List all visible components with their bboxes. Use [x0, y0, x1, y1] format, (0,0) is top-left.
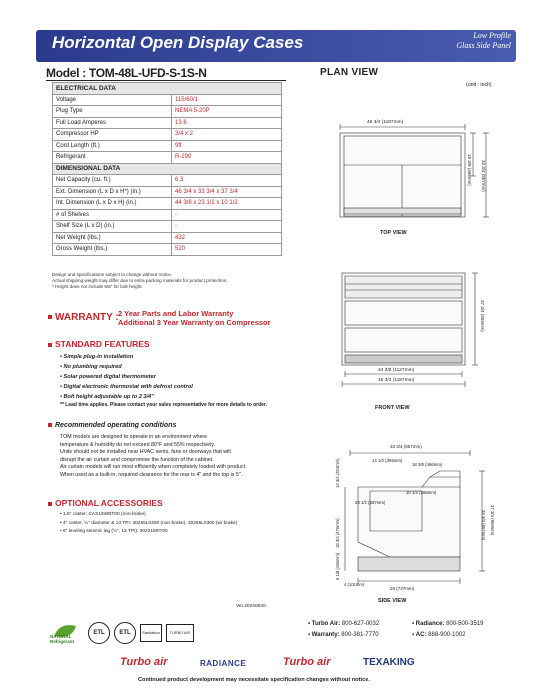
etl-sanitation-logo: ETL	[114, 622, 136, 644]
features-heading: STANDARD FEATURES	[48, 339, 150, 349]
row-label: Int. Dimension (L x D x H) (in.)	[53, 198, 172, 210]
brand-logos	[120, 654, 450, 674]
table-row	[53, 117, 282, 129]
side-height-2-dim: 33 3/4 (857mm)	[481, 510, 486, 541]
page-title: Horizontal Open Display Cases	[52, 33, 304, 52]
front-outer-dim: 46 3/4 (1187mm)	[378, 378, 415, 383]
side-bottom-dim: 29 (737mm)	[390, 586, 415, 591]
list-item: • No plumbing required	[60, 363, 122, 370]
side-dim-f: 18 3/4 (476mm)	[335, 518, 340, 548]
table-row	[53, 209, 282, 221]
row-value: 3/4 x 2	[172, 129, 282, 141]
row-label: Gross Weight (lbs.)	[53, 244, 172, 256]
top-view-drawing	[330, 105, 500, 230]
recommended-body	[60, 434, 300, 480]
contact-warranty: ▪ Warranty: 800-381-7770	[308, 632, 379, 638]
recommended-heading: Recommended operating conditions	[48, 422, 176, 429]
list-item: • Simple plug-in installation	[60, 354, 134, 360]
table-row	[53, 152, 282, 164]
side-dim-h: 4 (101mm)	[344, 582, 365, 587]
table-row	[53, 221, 282, 233]
unit-label: (unit : inch)	[466, 82, 492, 88]
row-label: Refrigerant	[53, 152, 172, 164]
side-view-drawing	[330, 447, 505, 592]
text-line: TOM models are designed to operate in an environment where	[60, 434, 208, 440]
front-view-drawing	[330, 268, 500, 398]
energy-logo: TURBO AIR	[166, 624, 194, 642]
spec-section-header	[53, 163, 282, 175]
features-list	[60, 353, 193, 403]
subtitle-line-1: Low Profile	[473, 31, 511, 40]
table-row	[53, 186, 282, 198]
footer-note: Continued product development may necessitate specification changes without notice.	[138, 677, 370, 683]
list-item: • Digital electronic thermostat with defrost control	[60, 383, 193, 390]
contact-turbo-air: ▪ Turbo Air: 800-627-0032	[308, 621, 380, 627]
list-item: • 4" caster, ½" diameter & 13 TPI: 30265L0400 (non-brake), 30265L0300 (w/ brake)	[60, 520, 238, 526]
version-label: Ver.20240530	[236, 604, 266, 609]
contact-radiance: ▪ Radiance: 800-500-3519	[412, 621, 484, 627]
bullet-square-icon	[48, 502, 52, 506]
table-row	[53, 106, 282, 118]
table-row	[53, 175, 282, 187]
row-value: -	[172, 221, 282, 233]
side-top-dim: 33 3/4 (857mm)	[390, 444, 422, 449]
text-line: When used as a built-in, required clearance for the rear is 4" and the top is 5".	[60, 471, 243, 478]
text-line: temperature & humidity do not exceed 80°F and 55% respectively.	[60, 441, 216, 448]
note: Actual shipping weight may differ due to extra packing materials for product protection.	[52, 278, 228, 283]
row-label: Shelf Size (L x D) (in.)	[53, 221, 172, 233]
features-note: ** Lead time applies. Please contact your sales representative for more details to order.	[60, 402, 268, 408]
front-view-label: FRONT VIEW	[375, 405, 410, 411]
row-value: 115/60/1	[172, 94, 282, 106]
table-row	[53, 198, 282, 210]
front-height-dim: 37 3/4 (959mm)	[480, 300, 485, 332]
text-line: disrupt the air curtain and compromise the function of the cabinet.	[60, 456, 214, 463]
side-height-1-dim: 37 3/4 (959mm)	[490, 505, 495, 536]
table-row	[53, 244, 282, 256]
contact-ac: ▪ AC: 888-900-1002	[412, 632, 466, 638]
row-label: Ext. Dimension (L x D x H*) (in.)	[53, 186, 172, 198]
side-view-label: SIDE VIEW	[378, 598, 407, 604]
table-row	[53, 232, 282, 244]
warranty-line-2: Additional 3 Year Warranty on Compressor	[118, 318, 271, 327]
row-label: # of Shelves	[53, 209, 172, 221]
subtitle-line-2: Glass Side Panel	[456, 41, 511, 50]
spec-table	[52, 82, 282, 256]
row-label: Net Capacity (cu. ft.)	[53, 175, 172, 187]
row-value: 432	[172, 232, 282, 244]
etl-logo: ETL	[88, 622, 110, 644]
row-value: 44 3/8 x 23 1/2 x 10 1/2	[172, 198, 282, 210]
row-value: R-290	[172, 152, 282, 164]
side-dim-a: 14 1/2 (369mm)	[372, 458, 403, 463]
row-label: Net Weight (lbs.)	[53, 232, 172, 244]
bullet-square-icon	[48, 423, 52, 427]
table-row	[53, 94, 282, 106]
row-value: 6.3	[172, 175, 282, 187]
section-title: DIMENSIONAL DATA	[53, 163, 282, 175]
natural-refrigerant-logo: NATURAL Refrigerant	[50, 622, 82, 646]
model-divider	[46, 80, 286, 81]
sanitation-logo: Sanitation	[140, 624, 162, 642]
note: * Height does not include 5/8" for bolt height.	[52, 284, 143, 289]
plan-view-heading: PLAN VIEW	[320, 67, 379, 78]
list-item: • 6" leveling seismic leg (½", 13 TPI): 30221M0700	[60, 529, 168, 534]
row-value: 13.6	[172, 117, 282, 129]
note: Design and specifications subject to change without notice.	[52, 272, 173, 277]
table-row	[53, 140, 282, 152]
row-value: 520	[172, 244, 282, 256]
radiance-logo: RADIANCE	[200, 659, 247, 668]
model-number: Model : TOM-48L-UFD-S-1S-N	[46, 66, 207, 80]
texaking-logo: TEXAKING	[363, 657, 415, 668]
top-view-label: TOP VIEW	[380, 230, 407, 236]
list-item: • Bolt height adjustable up to 2 3/4"	[60, 393, 154, 400]
side-dim-g: 6 1/8 (156mm)	[335, 552, 340, 580]
row-label: Full Load Amperes	[53, 117, 172, 129]
table-row	[53, 129, 282, 141]
front-inner-dim: 44 3/8 (1127mm)	[378, 368, 415, 373]
row-value: NEMA 5-20P	[172, 106, 282, 118]
section-title: ELECTRICAL DATA	[53, 83, 282, 95]
warranty-label: WARRANTY :	[48, 312, 119, 323]
side-dim-c: 23 1/2 (597mm)	[355, 500, 386, 505]
row-label: Plug Type	[53, 106, 172, 118]
row-value: 9ft	[172, 140, 282, 152]
turbo-air-logo-2: Turbo air	[283, 656, 331, 668]
list-item: • 1.6" caster: CAS16WBT00 (non-brake)	[60, 512, 146, 517]
spec-section-header	[53, 83, 282, 95]
warranty-line-1: 2 Year Parts and Labor Warranty	[118, 309, 234, 318]
side-dim-d: 10 1/2 (268mm)	[406, 490, 437, 495]
side-dim-b: 18 3/8 (466mm)	[412, 462, 443, 467]
header-subtitle	[456, 31, 511, 51]
text-line: Units should not be installed near HVAC vents, fans or doorways that will	[60, 449, 231, 456]
accessories-list	[60, 511, 237, 537]
row-label: Cord Length (ft.)	[53, 140, 172, 152]
top-depth-inner-dim: 18 3/8 (466mm)	[467, 154, 472, 186]
row-label: Compressor HP	[53, 129, 172, 141]
turbo-air-logo: Turbo air	[120, 656, 168, 668]
bullet-square-icon	[48, 315, 52, 319]
accessories-heading: OPTIONAL ACCESSORIES	[48, 498, 163, 508]
row-value: 46 3/4 x 33 3/4 x 37 3/4	[172, 186, 282, 198]
text-line: Air curtain models will run most efficiently when completely loaded with product.	[60, 464, 247, 471]
spec-notes	[52, 272, 284, 290]
top-depth-dim: 33 3/4 (857mm)	[481, 160, 486, 192]
side-dim-e: 12 3/4 (324mm)	[335, 458, 340, 488]
top-width-dim: 46 3/4 (1187mm)	[367, 120, 404, 125]
list-item: • Solar powered digital thermometer	[60, 373, 156, 380]
warranty-text	[118, 309, 271, 327]
bullet-square-icon	[48, 343, 52, 347]
row-value: -	[172, 209, 282, 221]
row-label: Voltage	[53, 94, 172, 106]
